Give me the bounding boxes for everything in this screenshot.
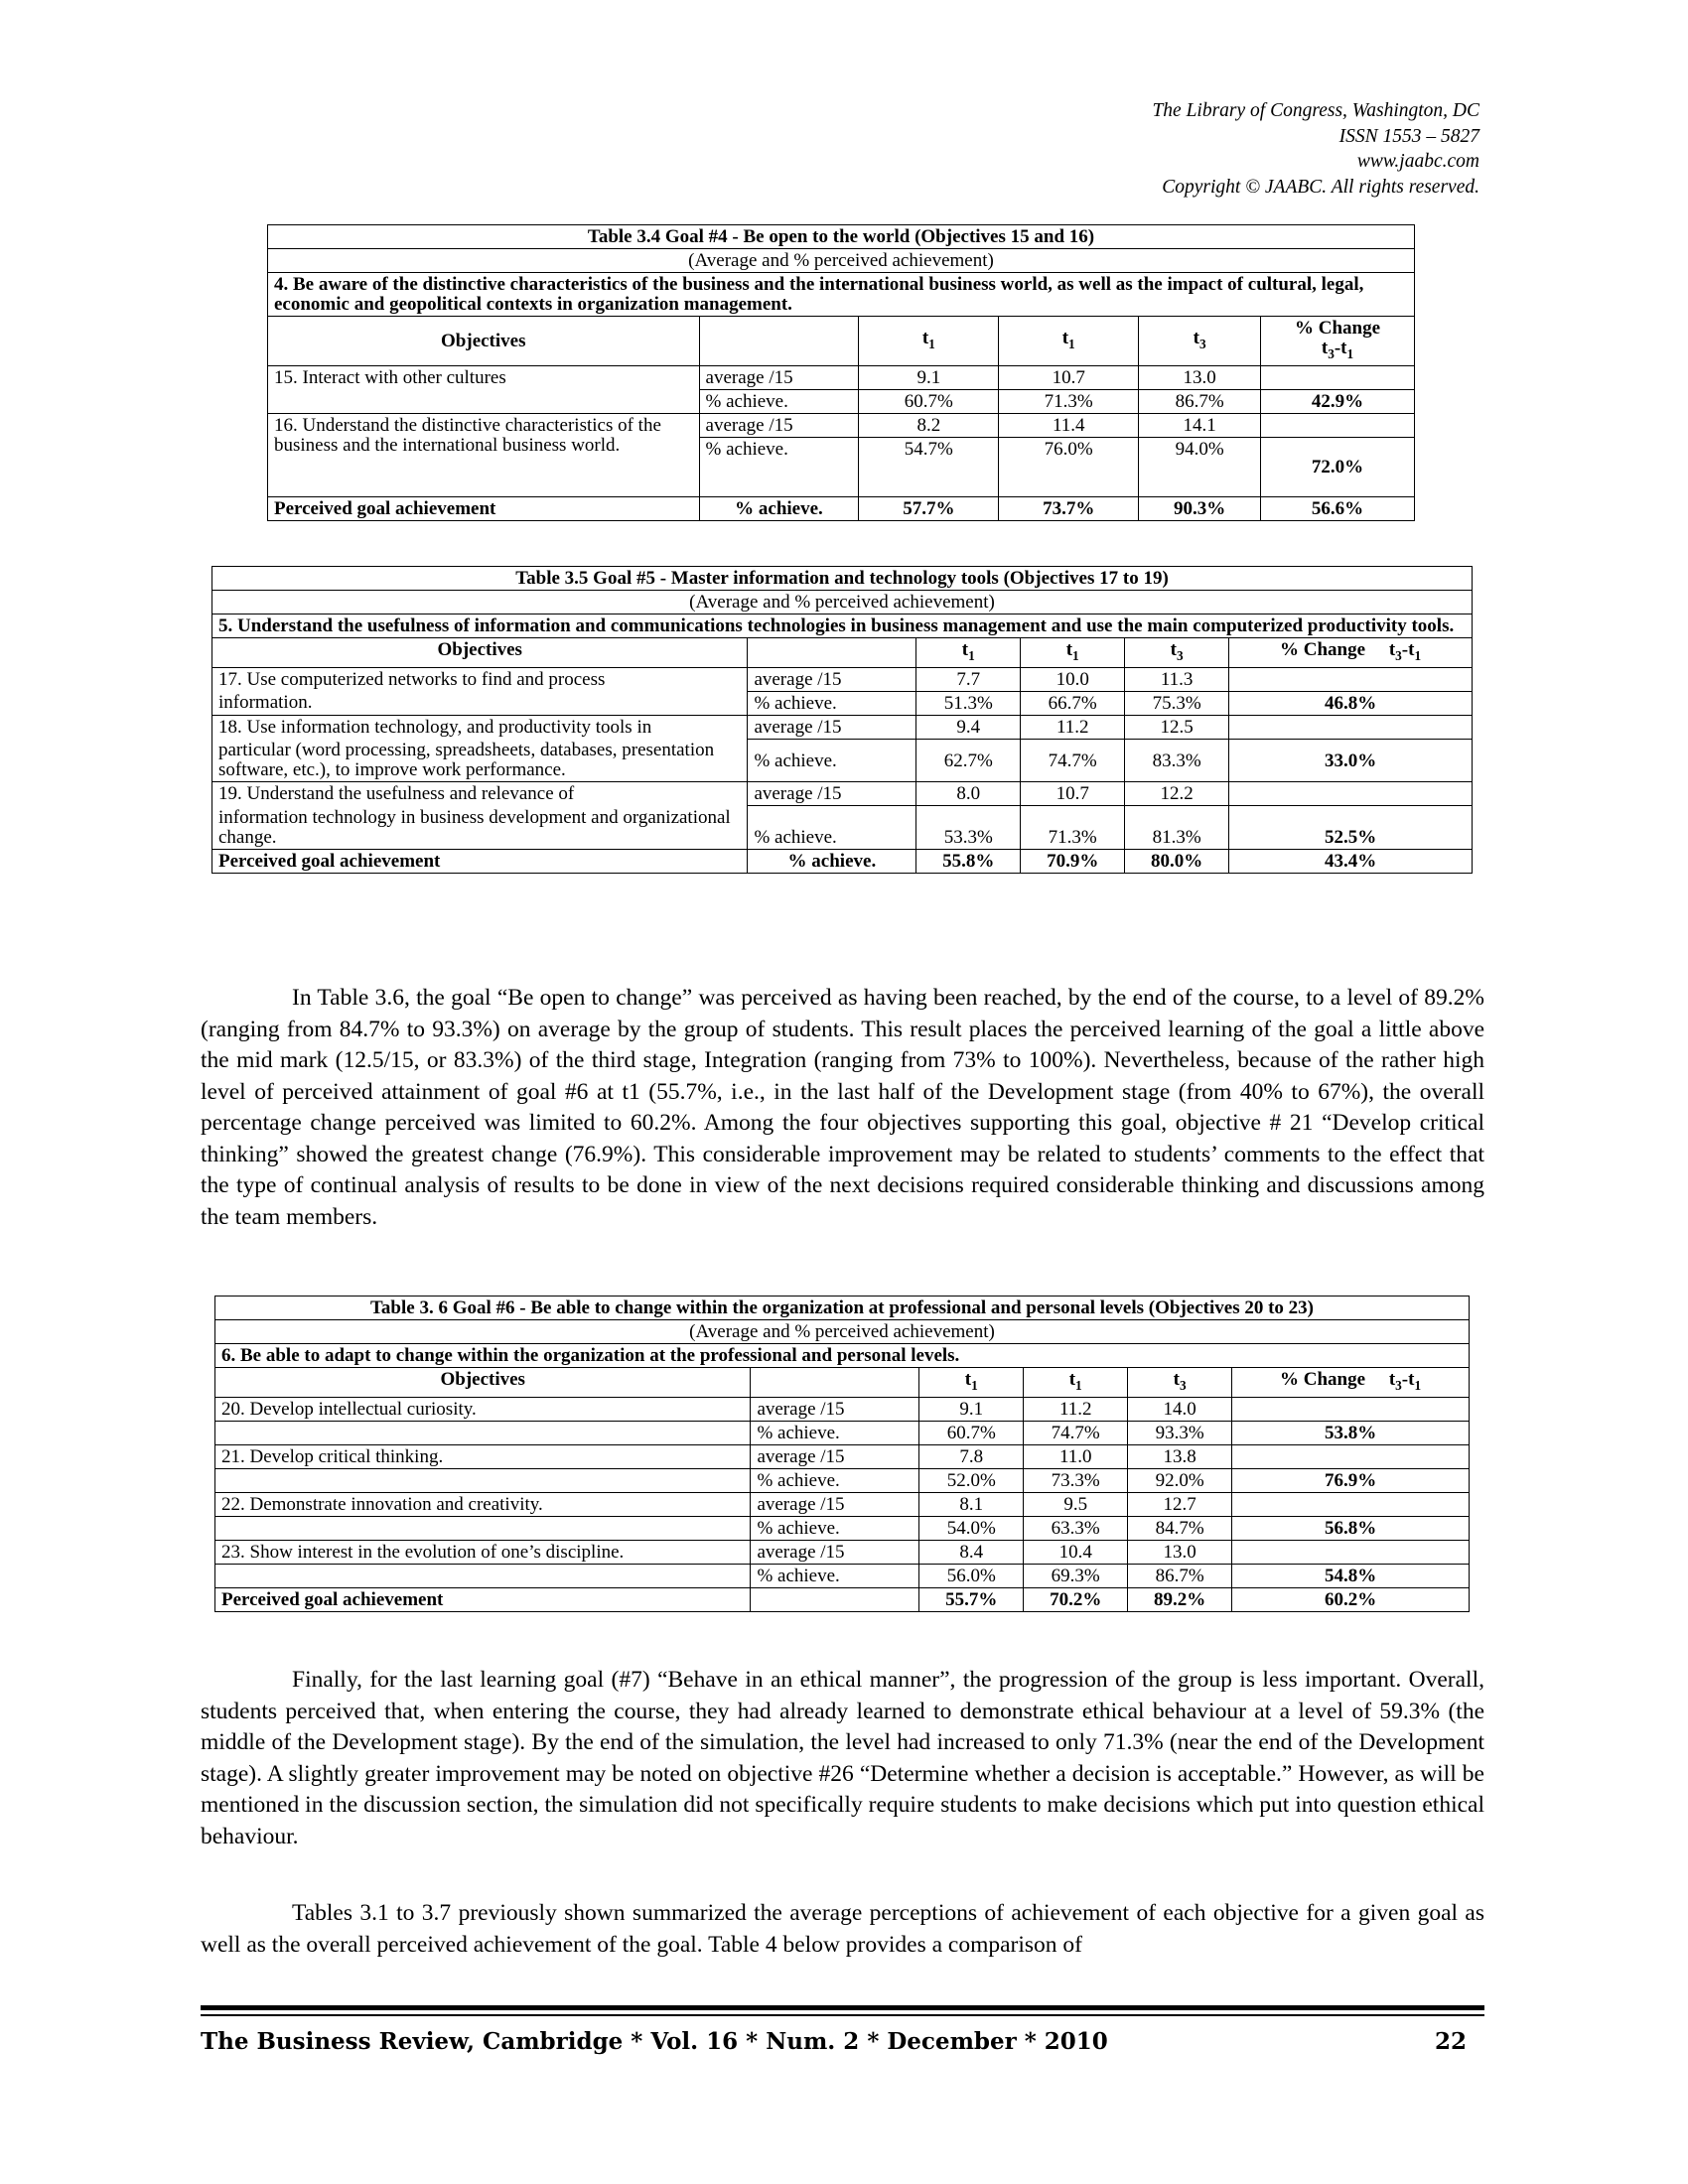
table-row: 18. Use information technology, and productivity tools in average /15 9.4 11.2 12.5 (212, 715, 1473, 739)
total-row: Perceived goal achievement % achieve. 57.7% 73.7% 90.3% 56.6% (268, 496, 1415, 520)
table-3-4 (267, 224, 1415, 521)
table-row: 23. Show interest in the evolution of one’s discipline. average /15 8.4 10.4 13.0 (215, 1540, 1470, 1564)
table-row: information. % achieve. 51.3% 66.7% 75.3% 46.8% (212, 691, 1473, 715)
footer-rule (201, 2005, 1484, 2010)
header-line-2: ISSN 1553 – 5827 (1338, 125, 1479, 147)
table-row: % achieve. 54.7% 76.0% 94.0% 72.0% (268, 437, 1415, 496)
t1-header: $t_1$ (859, 317, 999, 366)
change-header: % Change $t_3-t_1$ (1261, 317, 1415, 366)
objectives-header: Objectives (268, 317, 700, 366)
table-caption: Table 3. 6 Goal #6 - Be able to change within the organization at professional and personal levels (Objectives 20 to 23) (215, 1297, 1470, 1320)
table-row: information technology in business development and organizational change. % achieve. 53.3% 71.3% 81.3% 52.5% (212, 806, 1473, 850)
t2-header: $t_1$ (1024, 1368, 1128, 1398)
body-paragraph: In Table 3.6, the goal “Be open to change” was perceived as having been reached, by the end of the course, to a level of 89.2% (ranging from 84.7% to 93.3%) on average by the group of students. This result places the perceived learning of the goal a little above the mid mark (12.5/15, or 83.3%) of the third stage, Integration (ranging from 73% to 100%). Nevertheless, because of the rather high level of perceived attainment of goal #6 at t1 (55.7%, i.e., in the last half of the Development stage (from 40% to 67%), the overall percentage change perceived was limited to 60.2%. Among the four objectives supporting this goal, objective # 21 “Develop critical thinking” showed the greatest change (76.9%). This considerable improvement may be related to students’ comments to the effect that the type of continual analysis of results to be done in view of the next decisions required considerable thinking and discussions among the team members. (201, 985, 1484, 1230)
table-row: % achieve. 60.7% 71.3% 86.7% 42.9% (268, 389, 1415, 413)
table-caption: Table 3.5 Goal #5 - Master information and technology tools (Objectives 17 to 19) (212, 567, 1473, 591)
table-3-5 (211, 566, 1473, 874)
table-row: 19. Understand the usefulness and relevance of average /15 8.0 10.7 12.2 (212, 782, 1473, 806)
change-header: % Change $t_3-t_1$ (1232, 1368, 1470, 1398)
header-line-1: The Library of Congress, Washington, DC (1152, 100, 1479, 121)
goal-statement: 6. Be able to adapt to change within the organization at the professional and personal levels. (215, 1344, 1470, 1368)
change-header: % Change $t_3-t_1$ (1229, 638, 1473, 668)
table-row: 17. Use computerized networks to find and process average /15 7.7 10.0 11.3 (212, 667, 1473, 691)
table-row: 16. Understand the distinctive characteristics of the business and the international business world. average /15 8.2 11.4 14.1 (268, 413, 1415, 437)
total-row: Perceived goal achievement 55.7% 70.2% 89.2% 60.2% (215, 1587, 1470, 1611)
t3-header: $t_3$ (1128, 1368, 1232, 1398)
journal-header (1152, 98, 1479, 200)
t2-header: $t_1$ (1021, 638, 1125, 668)
table-subcaption: (Average and % perceived achievement) (268, 249, 1415, 273)
objectives-header: Objectives (212, 638, 748, 668)
table-row: % achieve. 54.0% 63.3% 84.7% 56.8% (215, 1516, 1470, 1540)
table-row: 15. Interact with other cultures average /15 9.1 10.7 13.0 (268, 365, 1415, 389)
t2-header: $t_1$ (999, 317, 1139, 366)
header-line-3: www.jaabc.com (1356, 151, 1479, 172)
table-row: % achieve. 56.0% 69.3% 86.7% 54.8% (215, 1564, 1470, 1587)
table-subcaption: (Average and % perceived achievement) (215, 1320, 1470, 1344)
page-number: 22 (1434, 2028, 1467, 2055)
t3-header: $t_3$ (1139, 317, 1261, 366)
journal-citation: The Business Review, Cambridge * Vol. 16 * Num. 2 * December * 2010 (201, 2028, 1108, 2055)
table-row: 22. Demonstrate innovation and creativity. average /15 8.1 9.5 12.7 (215, 1492, 1470, 1516)
body-paragraph: Tables 3.1 to 3.7 previously shown summarized the average perceptions of achievement of each objective for a given goal as well as the overall perceived achievement of the goal. Table 4 below provides a comparison of (201, 1900, 1484, 1958)
t3-header: $t_3$ (1125, 638, 1229, 668)
table-row: % achieve. 52.0% 73.3% 92.0% 76.9% (215, 1468, 1470, 1492)
page-footer (201, 2028, 1484, 2055)
table-row: % achieve. 60.7% 74.7% 93.3% 53.8% (215, 1421, 1470, 1444)
table-row: 20. Develop intellectual curiosity. average /15 9.1 11.2 14.0 (215, 1397, 1470, 1421)
table-subcaption: (Average and % perceived achievement) (212, 591, 1473, 614)
footer-rule (201, 2014, 1484, 2016)
goal-statement: 4. Be aware of the distinctive characteristics of the business and the international business world, as well as the impact of cultural, legal, economic and geopolitical contexts in organization management. (268, 273, 1415, 317)
body-paragraph: Finally, for the last learning goal (#7) “Behave in an ethical manner”, the progression of the group is less important. Overall, students perceived that, when entering the course, they had already learned to demonstrate ethical behaviour at a level of 59.3% (the middle of the Development stage). By the end of the simulation, the level had increased to only 71.3% (near the end of the Development stage). A slightly greater improvement may be noted on objective #26 “Determine whether a decision is acceptable.” However, as will be mentioned in the discussion section, the simulation did not specifically require students to make decisions which put into question ethical behaviour. (201, 1667, 1484, 1849)
table-row: particular (word processing, spreadsheets, databases, presentation software, etc.), to improve work performance. % achieve. 62.7% 74.7% 83.3% 33.0% (212, 739, 1473, 782)
t1-header: $t_1$ (919, 1368, 1024, 1398)
header-line-4: Copyright © JAABC. All rights reserved. (1162, 176, 1479, 198)
table-3-6 (214, 1296, 1470, 1612)
table-row: 21. Develop critical thinking. average /15 7.8 11.0 13.8 (215, 1444, 1470, 1468)
t1-header: $t_1$ (916, 638, 1021, 668)
objectives-header: Objectives (215, 1368, 751, 1398)
goal-statement: 5. Understand the usefulness of information and communications technologies in business management and use the main computerized productivity tools. (212, 614, 1473, 638)
table-caption: Table 3.4 Goal #4 - Be open to the world (Objectives 15 and 16) (268, 225, 1415, 249)
total-row: Perceived goal achievement % achieve. 55.8% 70.9% 80.0% 43.4% (212, 849, 1473, 873)
